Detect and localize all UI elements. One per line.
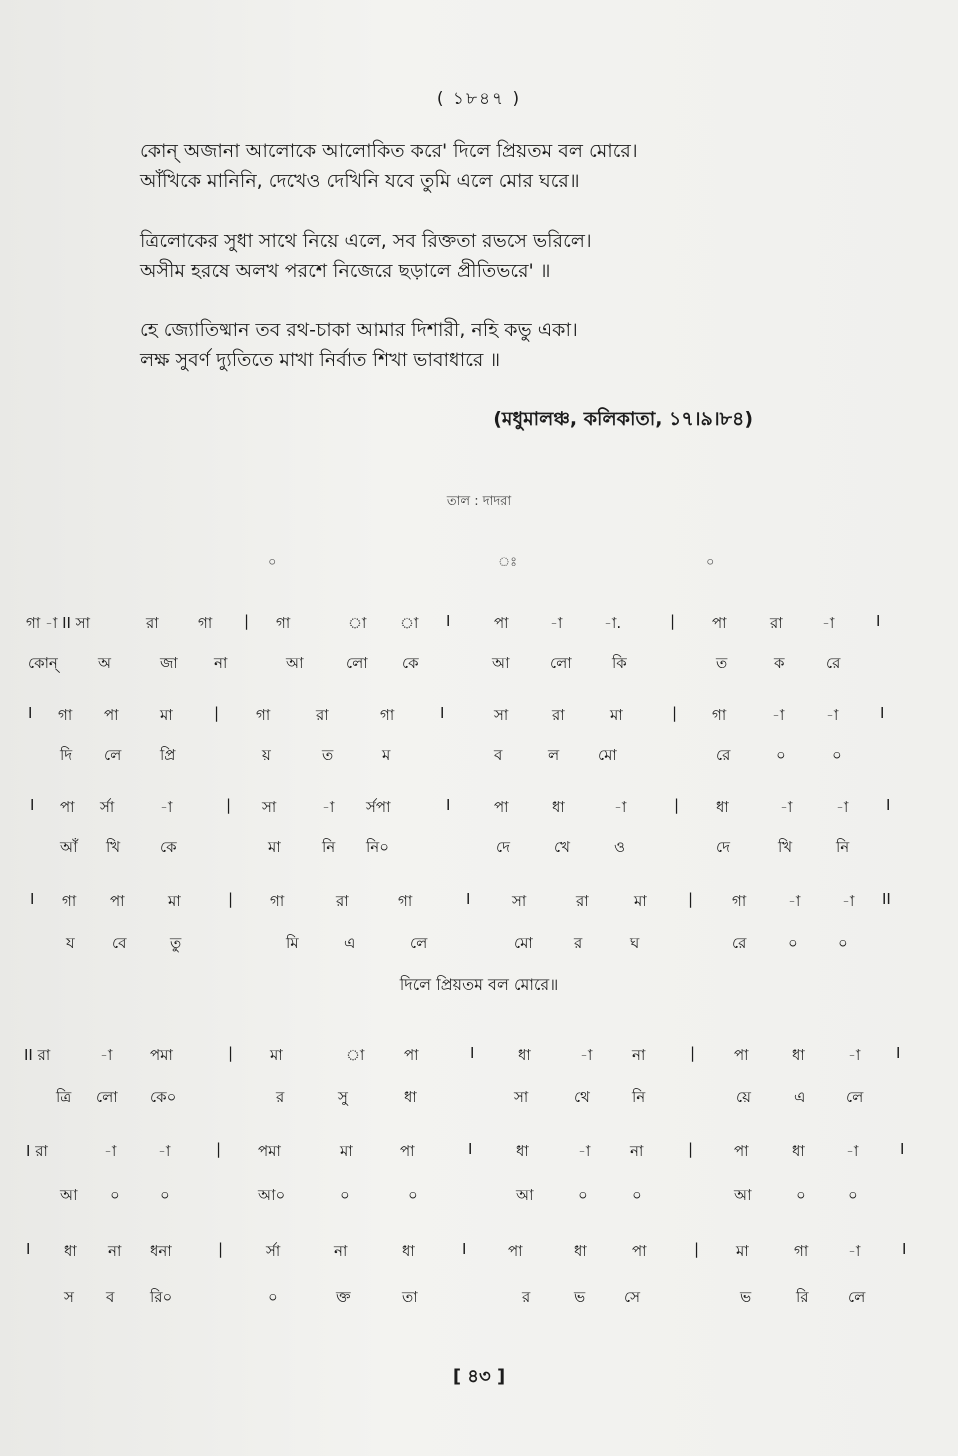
- lyric-syllable: ত: [322, 746, 334, 764]
- note: |: [688, 890, 694, 908]
- note: সা: [512, 892, 527, 910]
- note: পা: [494, 614, 509, 632]
- note: রা: [576, 892, 589, 910]
- note: না: [108, 1242, 122, 1260]
- note: |: [216, 1140, 222, 1158]
- lyric-syllable: ০: [838, 934, 848, 952]
- lyric-syllable: ০: [796, 1186, 806, 1204]
- lyric-syllable: ভ: [740, 1288, 752, 1306]
- note: পা: [734, 1046, 749, 1064]
- note: -া: [158, 1142, 171, 1160]
- note: I: [26, 1240, 31, 1258]
- lyric-syllable: রে: [732, 934, 747, 952]
- note: |: [672, 704, 678, 722]
- note: রা: [146, 614, 159, 632]
- note: পা: [734, 1142, 749, 1160]
- note: পা: [494, 798, 509, 816]
- note: I: [446, 796, 451, 814]
- beat-mark: ঃ: [498, 555, 518, 570]
- note: I: [28, 704, 33, 722]
- note: পা: [632, 1242, 647, 1260]
- notation-swara-row: [0, 890, 958, 922]
- lyric-syllable: ০: [578, 1186, 588, 1204]
- note: মা: [610, 706, 623, 724]
- lyric-syllable: সু: [338, 1088, 348, 1106]
- note: পা: [60, 798, 75, 816]
- note: -া: [848, 1242, 861, 1260]
- lyric-syllable: ০: [848, 1186, 858, 1204]
- lyric-syllable: আঁ: [60, 838, 78, 856]
- lyric-syllable: লো: [346, 654, 368, 672]
- note: র্সপা: [366, 798, 391, 816]
- notation-lyric-row: [0, 1286, 958, 1318]
- lyric-syllable: ক: [774, 654, 785, 672]
- lyric-syllable: আ: [60, 1186, 78, 1204]
- note: I: [468, 1140, 473, 1158]
- note: পা: [404, 1046, 419, 1064]
- notation-swara-row: [0, 1240, 958, 1272]
- note: গা: [270, 892, 285, 910]
- poem-stanza-3: [140, 315, 800, 375]
- lyric-syllable: লে: [848, 1288, 866, 1306]
- lyric-syllable: ভ: [574, 1288, 586, 1306]
- note: |: [694, 1240, 700, 1258]
- note: গা: [732, 892, 747, 910]
- lyric-syllable: য়ে: [736, 1088, 751, 1106]
- note: মা: [634, 892, 647, 910]
- note: II: [882, 890, 891, 908]
- note: ধা: [552, 798, 565, 816]
- beat-marks: [0, 553, 958, 573]
- note: মা: [736, 1242, 749, 1260]
- lyric-syllable: এ: [794, 1088, 806, 1106]
- note: -া: [104, 1142, 117, 1160]
- note: -া: [580, 1046, 593, 1064]
- note: |: [244, 612, 250, 630]
- lyric-syllable: ঘ: [630, 934, 640, 952]
- note: -া: [822, 614, 835, 632]
- notation-swara-row: [0, 704, 958, 736]
- lyric-syllable: ল: [548, 746, 560, 764]
- lyric-syllable: ম: [382, 746, 391, 764]
- lyric-syllable: নি: [632, 1088, 646, 1106]
- note: II রা: [24, 1046, 51, 1064]
- note: |: [688, 1140, 694, 1158]
- note: ধা: [574, 1242, 587, 1260]
- note: গা: [380, 706, 395, 724]
- lyric-syllable: লে: [846, 1088, 864, 1106]
- note: সা: [494, 706, 509, 724]
- lyric-syllable: দে: [716, 838, 730, 856]
- note: I রা: [26, 1142, 48, 1160]
- note: -া: [100, 1046, 113, 1064]
- lyric-syllable: ত্রি: [56, 1088, 72, 1106]
- note: |: [226, 796, 232, 814]
- lyric-syllable: না: [214, 654, 228, 672]
- notation-lyric-row: [0, 652, 958, 684]
- lyric-syllable: কে০: [150, 1088, 177, 1106]
- note: -া: [160, 798, 173, 816]
- lyric-syllable: তু: [170, 934, 182, 952]
- lyric-syllable: খি: [106, 838, 121, 856]
- note: মা: [340, 1142, 353, 1160]
- lyric-syllable: লে: [104, 746, 122, 764]
- lyric-syllable: র: [574, 934, 583, 952]
- beat-mark: ০: [706, 555, 715, 570]
- lyric-syllable: মো: [514, 934, 533, 952]
- note: মা: [160, 706, 173, 724]
- lyric-syllable: কে: [160, 838, 177, 856]
- lyric-syllable: ক্ত: [336, 1288, 351, 1306]
- note: -া.: [604, 614, 622, 632]
- note: পা: [508, 1242, 523, 1260]
- lyric-syllable: আ: [734, 1186, 752, 1204]
- note: |: [690, 1044, 696, 1062]
- poem-line: হে জ্যোতিষ্মান তব রথ-চাকা আমার দিশারী, নহি কভু একা।: [140, 319, 578, 341]
- note: I: [466, 890, 471, 908]
- note: সা: [262, 798, 277, 816]
- note: পমা: [258, 1142, 281, 1160]
- lyric-syllable: তা: [402, 1288, 418, 1306]
- lyric-syllable: মো: [598, 746, 617, 764]
- lyric-syllable: ব: [494, 746, 503, 764]
- note: I: [886, 796, 891, 814]
- lyric-syllable: মি: [286, 934, 299, 952]
- lyric-syllable: লে: [410, 934, 428, 952]
- note: -া: [780, 798, 793, 816]
- note: I: [876, 612, 881, 630]
- poem-line: ত্রিলোকের সুধা সাথে নিয়ে এলে, সব রিক্ততা রভসে ভরিলে।: [140, 230, 592, 252]
- lyric-syllable: আ: [492, 654, 510, 672]
- note: -া: [322, 798, 335, 816]
- note: র্সা: [100, 798, 115, 816]
- note: রা: [336, 892, 349, 910]
- poem-line: অসীম হরষে অলখ পরশে নিজেরে ছড়ালে প্রীতিভরে' ॥: [140, 260, 551, 282]
- note: না: [632, 1046, 646, 1064]
- note: I: [462, 1240, 467, 1258]
- refrain-line: দিলে প্রিয়তম বল মোরে॥: [399, 975, 559, 994]
- lyric-syllable: মা: [268, 838, 281, 856]
- note: র্সা: [266, 1242, 281, 1260]
- lyric-syllable: আ: [516, 1186, 534, 1204]
- lyric-syllable: ০: [160, 1186, 170, 1204]
- lyric-syllable: জা: [160, 654, 178, 672]
- note: মা: [168, 892, 181, 910]
- note: ধা: [792, 1046, 805, 1064]
- lyric-syllable: কোন্: [28, 654, 58, 672]
- note: -া: [846, 1142, 859, 1160]
- lyric-syllable: সা: [514, 1088, 529, 1106]
- note: |: [674, 796, 680, 814]
- note: -া: [550, 614, 563, 632]
- note: ধা: [716, 798, 729, 816]
- lyric-syllable: র: [276, 1088, 285, 1106]
- poem-line: কোন্ অজানা আলোকে আলোকিত করে' দিলে প্রিয়তম বল মোরে।: [140, 140, 638, 162]
- note: ধা: [518, 1046, 531, 1064]
- lyric-syllable: রি০: [150, 1288, 173, 1306]
- note: -া: [842, 892, 855, 910]
- lyric-syllable: ০: [408, 1186, 418, 1204]
- notation-lyric-row: [0, 1184, 958, 1216]
- note: I: [30, 796, 35, 814]
- lyric-syllable: য়: [262, 746, 271, 764]
- page-footer-number: [ ৪৩ ]: [452, 1366, 506, 1387]
- lyric-syllable: ০: [776, 746, 786, 764]
- note: পমা: [150, 1046, 173, 1064]
- lyric-syllable: ০: [268, 1288, 278, 1306]
- lyric-syllable: নি০: [366, 838, 389, 856]
- poem-line: লক্ষ সুবর্ণ দ্যুতিতে মাখা নির্বাত শিখা ভাবাধারে ॥: [140, 349, 501, 371]
- notation-swara-row: [0, 796, 958, 828]
- note: গা: [398, 892, 413, 910]
- lyric-syllable: প্রি: [160, 746, 176, 764]
- note: গা: [276, 614, 291, 632]
- note: -া: [788, 892, 801, 910]
- note: I: [470, 1044, 475, 1062]
- note: রা: [552, 706, 565, 724]
- lyric-syllable: কি: [612, 654, 627, 672]
- note: ধা: [516, 1142, 529, 1160]
- lyric-syllable: দে: [496, 838, 510, 856]
- lyric-syllable: দি: [60, 746, 73, 764]
- lyric-syllable: স: [64, 1288, 74, 1306]
- note: া: [348, 614, 367, 632]
- source-citation: (মধুমালঞ্চ, কলিকাতা, ১৭।৯।৮৪): [493, 408, 753, 430]
- note: রা: [316, 706, 329, 724]
- poem-stanza-2: [140, 226, 800, 286]
- beat-mark: ০: [268, 555, 277, 570]
- note: I: [896, 1044, 901, 1062]
- notation-swara-row: [0, 612, 958, 644]
- note: -া: [578, 1142, 591, 1160]
- lyric-syllable: র: [522, 1288, 531, 1306]
- note: গা -া II সা: [26, 614, 90, 632]
- note: পা: [400, 1142, 415, 1160]
- lyric-syllable: এ: [344, 934, 356, 952]
- note: পা: [712, 614, 727, 632]
- lyric-syllable: রি: [796, 1288, 809, 1306]
- lyric-syllable: লো: [96, 1088, 118, 1106]
- note: -া: [772, 706, 785, 724]
- note: গা: [58, 706, 73, 724]
- lyric-syllable: ধা: [404, 1088, 417, 1106]
- note: গা: [198, 614, 213, 632]
- notation-lyric-row: [0, 932, 958, 964]
- lyric-syllable: ০: [340, 1186, 350, 1204]
- notation-swara-row: [0, 1140, 958, 1172]
- note: -া: [614, 798, 627, 816]
- lyric-syllable: সে: [624, 1288, 640, 1306]
- notation-lyric-row: [0, 744, 958, 776]
- lyric-syllable: থে: [574, 1088, 590, 1106]
- note: গা: [794, 1242, 809, 1260]
- notation-lyric-row: [0, 836, 958, 868]
- lyric-syllable: নি: [322, 838, 336, 856]
- note: -া: [836, 798, 849, 816]
- note: ধনা: [150, 1242, 172, 1260]
- lyric-syllable: রে: [826, 654, 841, 672]
- notation-lyric-row: [0, 1086, 958, 1118]
- poem-stanza-1: [140, 136, 800, 196]
- lyric-syllable: ০: [632, 1186, 642, 1204]
- lyric-syllable: আ০: [258, 1186, 286, 1204]
- lyric-syllable: রে: [716, 746, 731, 764]
- note: I: [446, 612, 451, 630]
- notation-swara-row: [0, 1044, 958, 1076]
- note: -া: [826, 706, 839, 724]
- lyric-syllable: লো: [550, 654, 572, 672]
- lyric-syllable: আ: [286, 654, 304, 672]
- note: া: [400, 614, 419, 632]
- tala-label: তাল : দাদরা: [446, 494, 512, 509]
- note: I: [900, 1140, 905, 1158]
- note: ধা: [64, 1242, 77, 1260]
- note: ধা: [792, 1142, 805, 1160]
- note: |: [218, 1240, 224, 1258]
- lyric-syllable: য: [66, 934, 75, 952]
- poem-line: আঁখিকে মানিনি, দেখেও দেখিনি যবে তুমি এলে মোর ঘরে॥: [140, 170, 580, 192]
- page-header-number: ( ১৮৪৭ ): [436, 89, 522, 109]
- note: না: [630, 1142, 644, 1160]
- note: |: [228, 1044, 234, 1062]
- lyric-syllable: খে: [554, 838, 570, 856]
- note: |: [228, 890, 234, 908]
- note: I: [880, 704, 885, 722]
- lyric-syllable: বে: [112, 934, 127, 952]
- lyric-syllable: ০: [832, 746, 842, 764]
- lyric-syllable: খি: [778, 838, 793, 856]
- lyric-syllable: নি: [836, 838, 850, 856]
- note: -া: [848, 1046, 861, 1064]
- lyric-syllable: ও: [614, 838, 626, 856]
- note: া: [346, 1046, 365, 1064]
- note: |: [670, 612, 676, 630]
- note: গা: [256, 706, 271, 724]
- note: গা: [712, 706, 727, 724]
- note: না: [334, 1242, 348, 1260]
- note: I: [440, 704, 445, 722]
- note: মা: [270, 1046, 283, 1064]
- lyric-syllable: ০: [110, 1186, 120, 1204]
- note: রা: [770, 614, 783, 632]
- lyric-syllable: ০: [788, 934, 798, 952]
- note: I: [30, 890, 35, 908]
- note: ধা: [402, 1242, 415, 1260]
- lyric-syllable: ব: [106, 1288, 115, 1306]
- note: গা: [62, 892, 77, 910]
- lyric-syllable: কে: [402, 654, 419, 672]
- note: |: [214, 704, 220, 722]
- lyric-syllable: অ: [98, 654, 111, 672]
- note: পা: [110, 892, 125, 910]
- note: I: [902, 1240, 907, 1258]
- note: পা: [104, 706, 119, 724]
- lyric-syllable: ত: [716, 654, 728, 672]
